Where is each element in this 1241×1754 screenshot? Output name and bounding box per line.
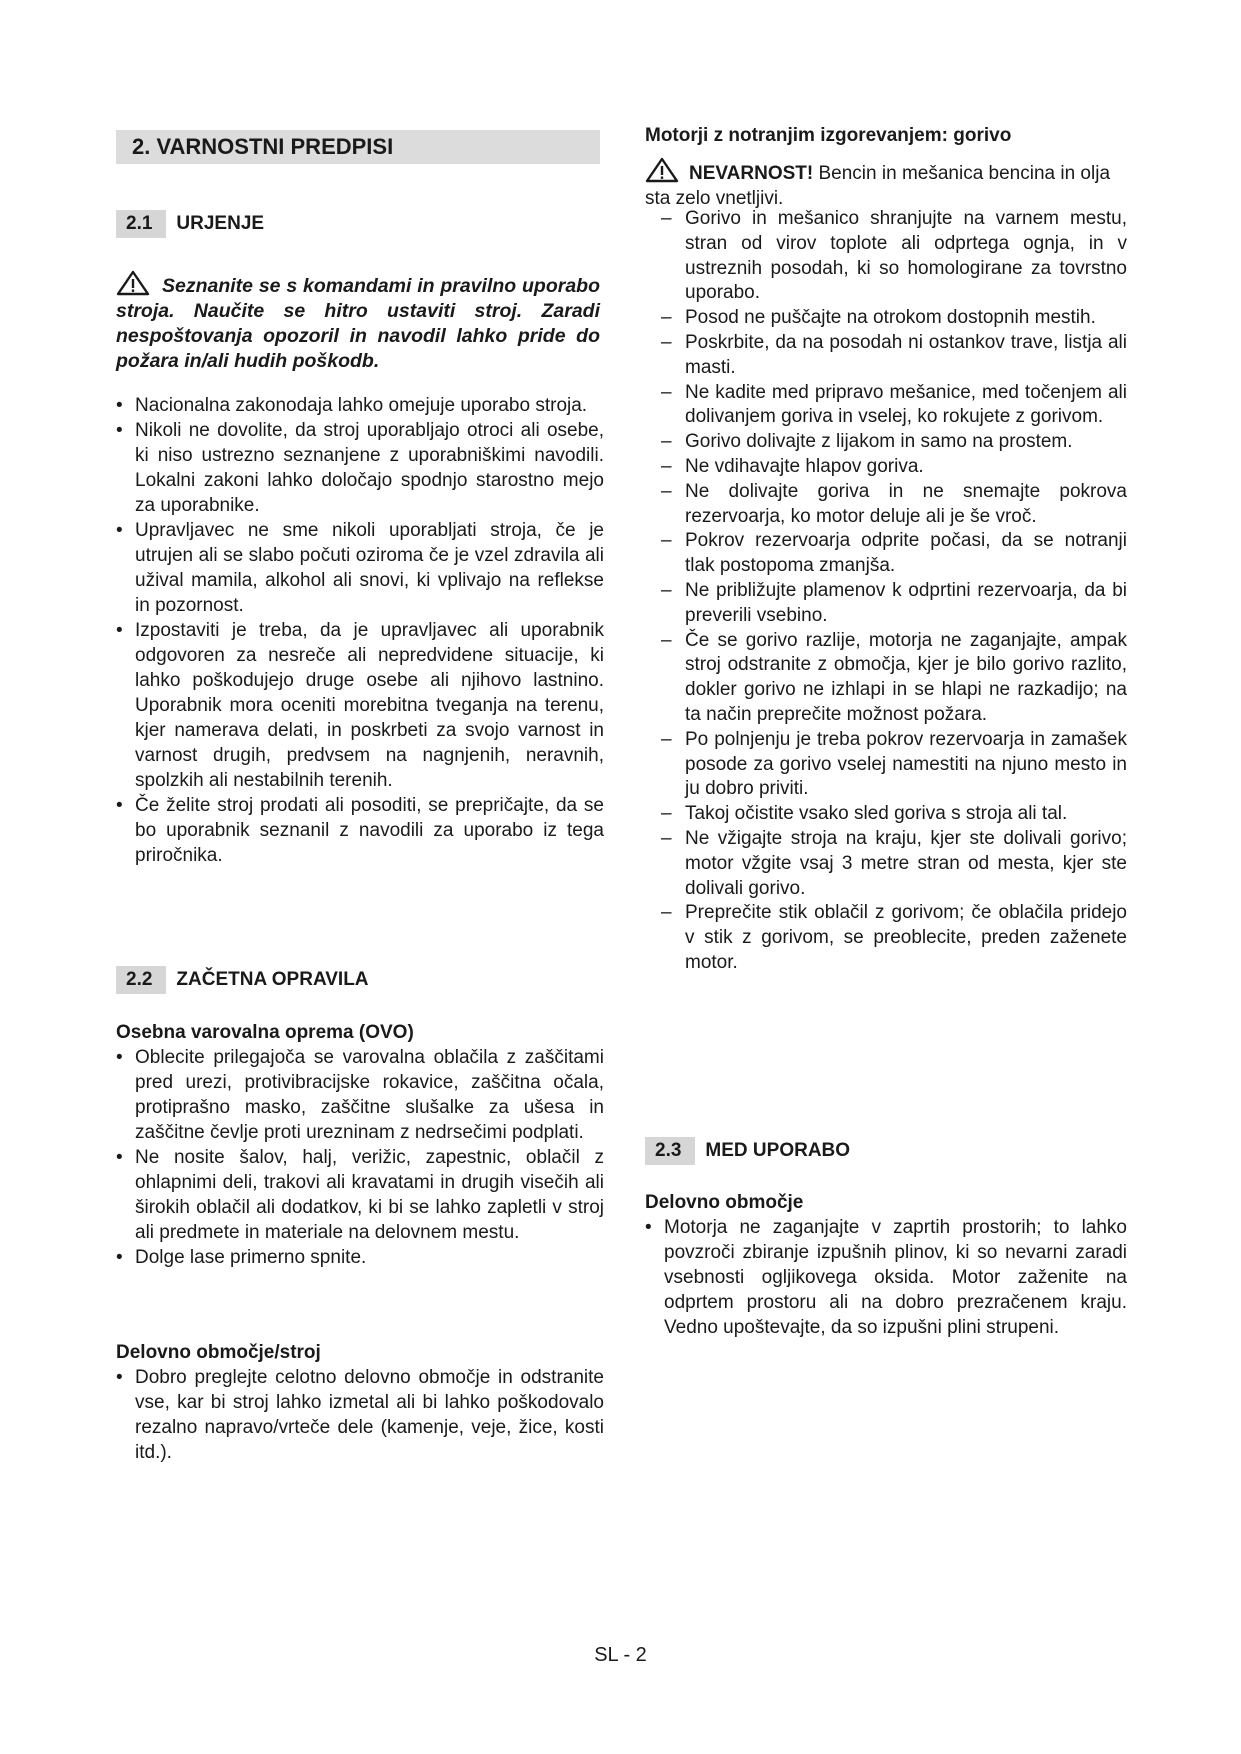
list-item: – Poskrbite, da na posodah ni ostankov trave, listja ali masti. <box>661 331 1127 378</box>
work-area-machine-heading: Delovno območje/stroj <box>116 1342 321 1363</box>
fuel-list <box>645 207 1127 976</box>
list-item: – Takoj očistite vsako sled goriva s stroja ali tal. <box>661 803 1068 825</box>
list-item: • Upravljavec ne sme nikoli uporabljati stroja, če je utrujen ali se slabo počuti oziroma če je vzel zdravila ali užival mamila, alkohol ali snovi, ki vplivajo na reflekse in pozornost. <box>116 520 604 616</box>
list-item: • Dobro preglejte celotno delovno območje in odstranite vse, kar bi stroj lahko izmetal ali bi lahko poškodovalo rezalno napravo/vrteče dele (kamenje, veje, žice, kosti itd.). <box>116 1367 604 1463</box>
list-item: • Če želite stroj prodati ali posoditi, se prepričajte, da se bo uporabnik seznanil z navodili za uporabo iz tega priročnika. <box>116 795 604 866</box>
warning-triangle-icon <box>645 157 679 183</box>
list-item: – Pokrov rezervoarja odprite počasi, da se notranji tlak postopoma zmanjša. <box>661 530 1127 577</box>
section-title: ZAČETNA OPRAVILA <box>176 969 369 990</box>
list-item: – Gorivo in mešanico shranjujte na varnem mestu, stran od virov toplote ali odprtega ognja, in v ustreznih posodah, ki so homologirane za tovrstno uporabo. <box>661 208 1127 304</box>
list-item: – Ne dolivajte goriva in ne snemajte pokrova rezervoarja, ko motor deluje ali je še vroč. <box>661 480 1127 527</box>
list-item: – Ne vžigajte stroja na kraju, kjer ste dolivali gorivo; motor vžgite vsaj 3 metre stran od mesta, kjer ste dolivali gorivo. <box>661 827 1127 899</box>
list-item: • Dolge lase primerno spnite. <box>116 1247 367 1268</box>
danger-notice <box>645 157 1125 211</box>
section-title: URJENJE <box>176 213 265 234</box>
fuel-heading: Motorji z notranjim izgorevanjem: gorivo <box>645 125 1012 146</box>
section-title: MED UPORABO <box>705 1140 851 1161</box>
section-number: 2.2 <box>116 966 166 994</box>
work-area-heading: Delovno območje <box>645 1192 804 1213</box>
work-area-machine-list <box>116 1365 604 1465</box>
warning-text: Seznanite se s komandami in pravilno uporabo stroja. Naučite se hitro ustaviti stroj. Zaradi nespoštovanja opozoril in navodil lahko pride do požara in/ali hudih poškodb. <box>116 275 600 372</box>
list-item: • Nacionalna zakonodaja lahko omejuje uporabo stroja. <box>116 395 588 416</box>
list-item: • Izpostaviti je treba, da je upravljavec ali uporabnik odgovoren za nesreče ali nepredvidene situacije, ki lahko poškodujejo druge osebe ali njihovo lastnino. Uporabnik mora oceniti morebitna tveganja na terenu, kjer namerava delati, in poskrbeti za svojo varnost in varnost drugih, predvsem na nagnjenih, neravnih, spolzkih ali nestabilnih terenih. <box>116 620 604 791</box>
work-area-list <box>645 1215 1127 1340</box>
list-item: • Motorja ne zaganjajte v zaprtih prostorih; to lahko povzroči zbiranje izpušnih plinov, ki so nevarni zaradi vsebnosti ogljikovega oksida. Motor zaženite na odprtem prostoru ali na dobro prezračenem kraju. Vedno upoštevajte, da so izpušni plini strupeni. <box>645 1217 1127 1338</box>
list-item: – Po polnjenju je treba pokrov rezervoarja in zamašek posode za gorivo vselej namestiti na njuno mesto in ju dobro priviti. <box>661 728 1127 800</box>
list-item: – Če se gorivo razlije, motorja ne zaganjajte, ampak stroj odstranite z območja, kjer je bilo gorivo razlito, dokler gorivo ne izhlapi in se hlapi ne razkadijo; na ta način preprečite možnost požara. <box>661 629 1127 725</box>
chapter-title: 2. VARNOSTNI PREDPISI <box>116 130 600 164</box>
list-item: • Ne nosite šalov, halj, verižic, zapestnic, oblačil z ohlapnimi deli, trakovi ali kravatami in drugih visečih ali širokih oblačil ali dodatkov, ki bi se lahko zapletli v stroj ali predmete in materiale na delovnem mestu. <box>116 1147 604 1243</box>
list-item: – Ne vdihavajte hlapov goriva. <box>661 455 924 477</box>
list-item: • Nikoli ne dovolite, da stroj uporabljajo otroci ali osebe, ki niso ustrezno seznanjene z uporabniškimi navodili. Lokalni zakoni lahko določajo spodnjo starostno mejo za uporabnike. <box>116 420 604 516</box>
warning-triangle-icon <box>116 270 150 296</box>
ovo-list <box>116 1045 604 1270</box>
section-2-3-heading <box>645 1137 850 1165</box>
page-number: SL - 2 <box>594 1644 647 1666</box>
ovo-heading: Osebna varovalna oprema (OVO) <box>116 1022 414 1043</box>
section-2-2-heading <box>116 966 369 994</box>
warning-block <box>116 270 600 374</box>
section-number: 2.1 <box>116 210 166 238</box>
training-list <box>116 393 604 868</box>
list-item: – Ne kadite med pripravo mešanice, med točenjem ali dolivanjem goriva in vselej, ko rokujete z gorivom. <box>661 381 1127 428</box>
list-item: – Gorivo dolivajte z lijakom in samo na prostem. <box>661 431 1073 453</box>
section-number: 2.3 <box>645 1137 695 1165</box>
list-item: – Ne približujte plamenov k odprtini rezervoarja, da bi preverili vsebino. <box>661 579 1127 626</box>
list-item: – Posod ne puščajte na otrokom dostopnih mestih. <box>661 307 1096 329</box>
danger-text: Bencin in mešanica bencina in olja sta zelo vnetljivi. <box>645 163 1111 209</box>
list-item: – Preprečite stik oblačil z gorivom; če oblačila pridejo v stik z gorivom, se preoblecite, preden zaženete motor. <box>661 902 1127 973</box>
section-2-1-heading <box>116 210 264 238</box>
danger-label: NEVARNOST! <box>689 163 814 184</box>
list-item: • Oblecite prilegajoča se varovalna oblačila z zaščitami pred urezi, protivibracijske rokavice, zaščitna očala, protiprašno masko, zaščitne slušalke za ušesa in zaščitne čevlje proti urezninam z nedrsečimi podplati. <box>116 1047 604 1143</box>
